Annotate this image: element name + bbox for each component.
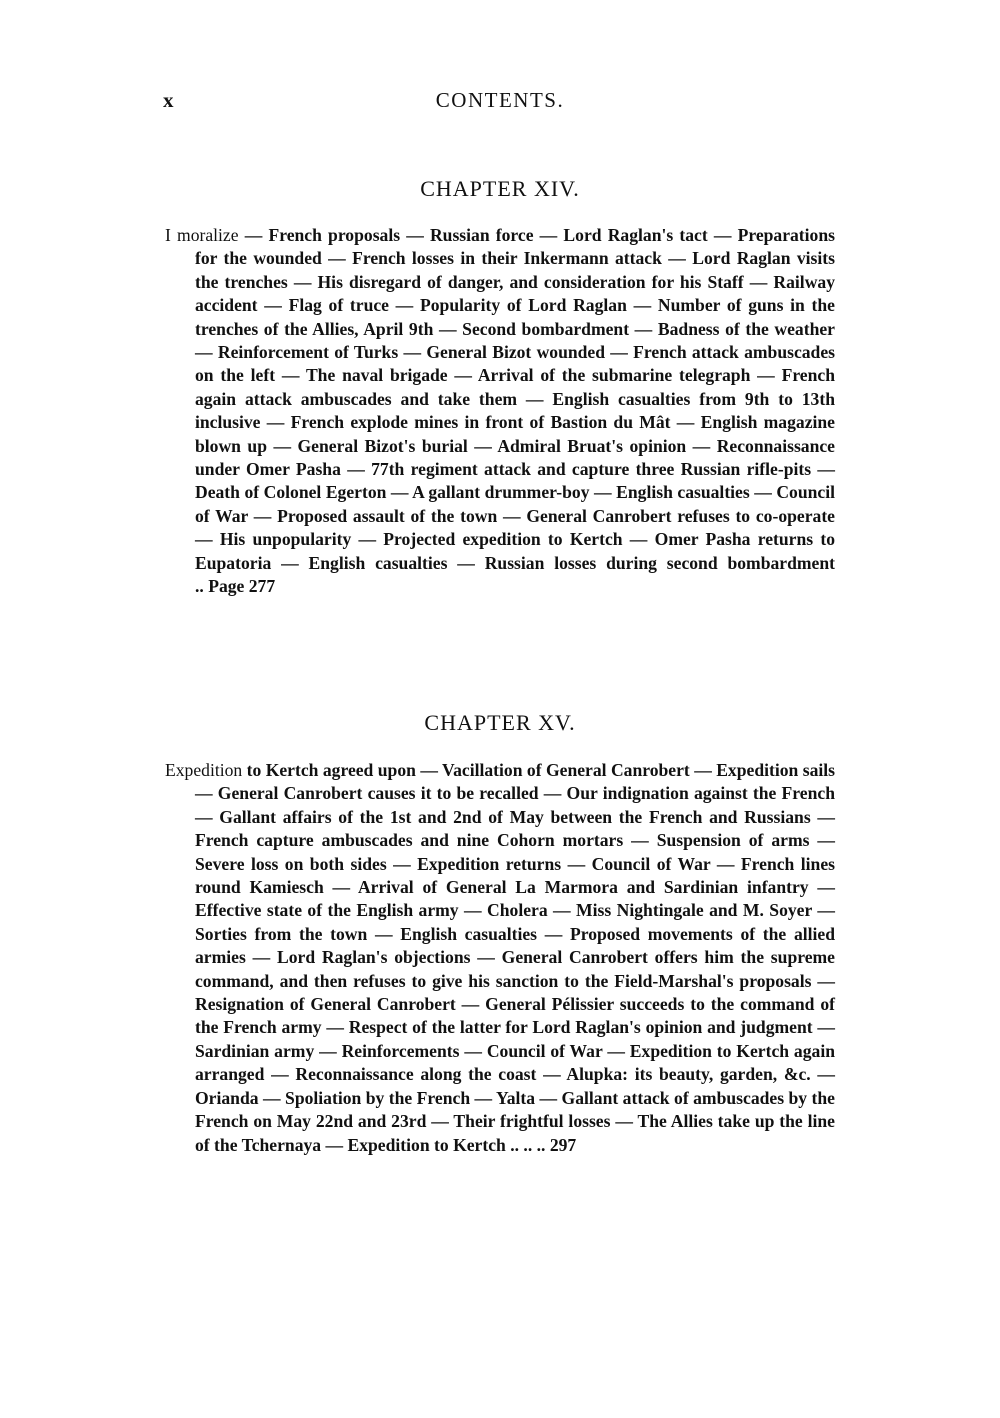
chapter-xv-lead: Expedition [165,760,243,780]
page-number: x [163,88,174,112]
running-head: CONTENTS. [435,88,565,112]
chapter-xv-title: CHAPTER XV. [424,710,576,735]
chapter-xiv-summary-text: — French proposals — Russian force — Lord Raglan's tact — Preparations for the wounded — French losses in their Inkermann attack — Lord Raglan visits the trenches — His disregard of danger, and consideration for his Staff — Railway accident — Flag of truce — Popularity of Lord Raglan — Number of guns in the trenches of the Allies, April 9th — Second bombardment — Badness of the weather — Reinforcement of Turks — General Bizot wounded — French attack ambuscades on the left — The naval brigade — Arrival of the submarine telegraph — French again attack ambuscades and take them — English casualties from 9th to 13th inclusive — French explode mines in front of Bastion du Mât — English magazine blown up — General Bizot's burial — Admiral Bruat's opinion — Reconnaissance under Omer Pasha — 77th regiment attack and capture three Russian rifle-pits — Death of Colonel Egerton — A gallant drummer-boy — English casualties — Council of War — Proposed assault of the town — General Canrobert refuses to co-operate — His unpopularity — Projected expedition to Kertch — Omer Pasha returns to Eupatoria — English casualties — Russian losses during second bombardment [195,225,835,573]
chapter-xv-summary-text: to Kertch agreed upon — Vacillation of General Canrobert — Expedition sails — General Canrobert causes it to be recalled — Our indignation against the French — Gallant affairs of the 1st and 2nd of May between the French and Russians — French capture ambuscades and nine Cohorn mortars — Suspension of arms — Severe loss on both sides — Expedition returns — Council of War — French lines round Kamiesch — Arrival of General La Marmora and Sardinian infantry — Effective state of the English army — Cholera — Miss Nightingale and M. Soyer — Sorties from the town — English casualties — Proposed movements of the allied armies — Lord Raglan's objections — General Canrobert offers him the supreme command, and then refuses to give his sanction to the Field-Marshal's proposals — Resignation of General Canrobert — General Pélissier succeeds to the command of the French army — Respect of the latter for Lord Raglan's opinion and judgment — Sardinian army — Reinforcements — Council of War — Expedition to Kertch again arranged — Reconnaissance along the coast — Alupka: its beauty, garden, &c. — Orianda — Spoliation by the French — Yalta — Gallant attack of ambuscades by the French on May 22nd and 23rd — Their frightful losses — The Allies take up the line of the Tchernaya — Expedition to Kertch [195,760,835,1155]
chapter-xiv-lead: I moralize [165,225,239,245]
chapter-xv-summary [165,759,835,1157]
chapter-xiv-summary [165,224,835,599]
chapter-xv-page-ref: .. .. .. 297 [505,1134,577,1155]
chapter-xiv-page-ref: .. Page 277 [195,576,276,597]
chapter-xiv-title: CHAPTER XIV. [420,176,580,201]
